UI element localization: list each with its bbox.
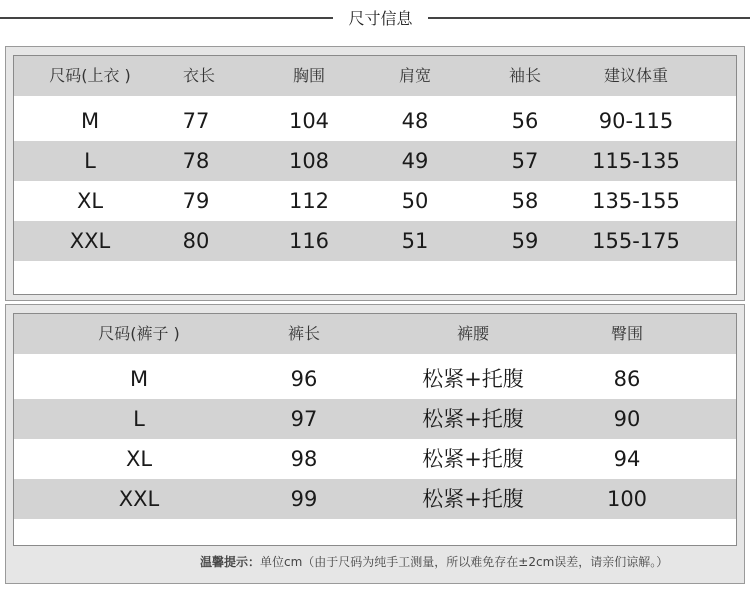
sleeve-cell: 59 (511, 229, 539, 253)
top-size-table (13, 55, 737, 295)
shoulder-cell: 48 (401, 109, 429, 133)
note-text: 单位cm（由于尺码为纯手工测量，所以难免存在±2cm误差，请亲们谅解。） (260, 555, 669, 569)
size-note (200, 553, 668, 570)
table-row (14, 359, 736, 399)
length-cell: 80 (182, 229, 210, 253)
chest-cell: 116 (288, 229, 330, 253)
weight-cell: 155-175 (592, 229, 680, 253)
waist-cell: 松紧+托腹 (422, 407, 524, 431)
chest-cell: 108 (288, 149, 330, 173)
pants-size-table (13, 313, 737, 546)
chest-cell: 104 (288, 109, 330, 133)
table-row (14, 181, 736, 221)
pants-size-panel (5, 304, 745, 584)
table-row (14, 101, 736, 141)
weight-cell: 115-135 (592, 149, 680, 173)
length-cell: 78 (182, 149, 210, 173)
pants-length-cell: 98 (290, 447, 318, 471)
table-row (14, 479, 736, 519)
length-cell: 79 (182, 189, 210, 213)
header-cell-hip: 臀围 (610, 324, 644, 343)
sleeve-cell: 56 (511, 109, 539, 133)
size-cell: XL (125, 447, 153, 471)
top-size-panel (5, 46, 745, 301)
size-cell: XXL (118, 487, 160, 511)
pants-length-cell: 96 (290, 367, 318, 391)
shoulder-cell: 50 (401, 189, 429, 213)
size-cell: L (133, 407, 145, 431)
header-rule-left (0, 17, 333, 19)
header-cell-sleeve: 袖长 (508, 66, 542, 85)
table-header-row (14, 314, 736, 354)
shoulder-cell: 49 (401, 149, 429, 173)
chest-cell: 112 (288, 189, 330, 213)
hip-cell: 100 (606, 487, 648, 511)
table-row (14, 399, 736, 439)
shoulder-cell: 51 (401, 229, 429, 253)
size-cell: XL (76, 189, 104, 213)
weight-cell: 90-115 (598, 109, 674, 133)
header-cell-size: 尺码(裤子 ) (98, 324, 180, 343)
table-row (14, 439, 736, 479)
table-row (14, 141, 736, 181)
waist-cell: 松紧+托腹 (422, 487, 524, 511)
hip-cell: 94 (613, 447, 641, 471)
waist-cell: 松紧+托腹 (422, 447, 524, 471)
size-cell: L (84, 149, 96, 173)
size-cell: M (129, 367, 149, 391)
header-cell-chest: 胸围 (292, 66, 326, 85)
header-rule-right (428, 17, 750, 19)
sleeve-cell: 57 (511, 149, 539, 173)
table-row (14, 221, 736, 261)
header-cell-pants-length: 裤长 (287, 324, 321, 343)
sleeve-cell: 58 (511, 189, 539, 213)
pants-length-cell: 99 (290, 487, 318, 511)
hip-cell: 86 (613, 367, 641, 391)
pants-length-cell: 97 (290, 407, 318, 431)
page-title: 尺寸信息 (348, 9, 413, 28)
header-cell-size: 尺码(上衣 ) (49, 66, 131, 85)
header-cell-shoulder: 肩宽 (398, 66, 432, 85)
header-cell-waist: 裤腰 (456, 324, 490, 343)
header-cell-weight: 建议体重 (603, 66, 669, 85)
hip-cell: 90 (613, 407, 641, 431)
waist-cell: 松紧+托腹 (422, 367, 524, 391)
note-lead: 温馨提示： (200, 555, 261, 569)
table-header-row (14, 56, 736, 96)
weight-cell: 135-155 (592, 189, 680, 213)
size-cell: XXL (69, 229, 111, 253)
length-cell: 77 (182, 109, 210, 133)
size-cell: M (80, 109, 100, 133)
header-cell-length: 衣长 (182, 66, 216, 85)
